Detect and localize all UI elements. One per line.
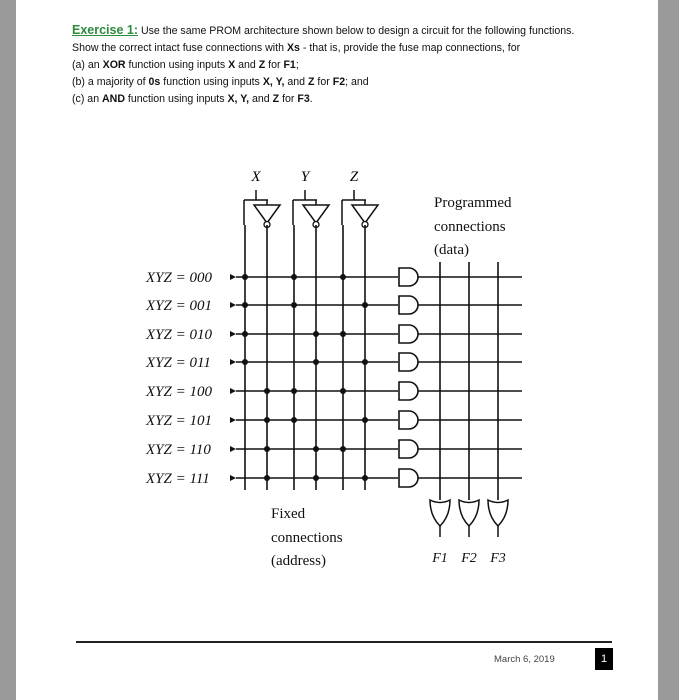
exercise-intro: Exercise 1: Use the same PROM architecture shown below to design a circuit for the following functions. Show the correct intact fuse connections with Xs - that is, provide the fuse map connections, for — [72, 23, 575, 54]
programmed-connections-label — [434, 195, 512, 258]
fixed-connection-dot — [242, 359, 248, 365]
and-gate — [399, 325, 418, 343]
fixed-connection-dot — [362, 359, 368, 365]
row-label: XYZ = 110 — [146, 442, 211, 458]
line-arrow — [230, 331, 236, 337]
and-gate — [399, 296, 418, 314]
fixed-connection-dot — [242, 331, 248, 337]
item-b: (b) a majority of 0s function using inputs X, Y, and Z for F2; and — [72, 76, 369, 88]
line-arrow — [230, 302, 236, 308]
and-gate — [399, 353, 418, 371]
footer-divider — [76, 641, 612, 643]
line-arrow — [230, 475, 236, 481]
svg-text:(data): (data) — [434, 242, 469, 258]
fixed-connection-dot — [264, 417, 270, 423]
fixed-connection-dot — [340, 446, 346, 452]
fixed-connections-label — [271, 506, 343, 569]
and-gate — [399, 268, 418, 286]
svg-text:Programmed: Programmed — [434, 195, 512, 211]
row-label: XYZ = 111 — [146, 471, 210, 487]
input-label-x: X — [251, 169, 261, 185]
row-label: XYZ = 101 — [146, 413, 212, 429]
fixed-connection-dot — [362, 475, 368, 481]
or-gate — [430, 500, 450, 526]
fixed-connection-dot — [264, 388, 270, 394]
row-label: XYZ = 010 — [146, 327, 212, 343]
fixed-connection-dot — [313, 331, 319, 337]
output-label-f2: F2 — [461, 551, 477, 566]
fixed-connection-dot — [291, 274, 297, 280]
output-label-f1: F1 — [432, 551, 448, 566]
fixed-connection-dot — [362, 417, 368, 423]
exercise-title: Exercise 1: — [72, 23, 139, 37]
fixed-connection-dot — [264, 475, 270, 481]
fixed-connection-dot — [313, 475, 319, 481]
fixed-connection-dot — [291, 302, 297, 308]
fixed-connection-dot — [313, 446, 319, 452]
fixed-connection-dot — [362, 302, 368, 308]
input-label-y: Y — [300, 169, 310, 185]
line-arrow — [230, 446, 236, 452]
fixed-connection-dot — [291, 417, 297, 423]
fixed-connection-dot — [264, 446, 270, 452]
or-gate — [488, 500, 508, 526]
input-inverters — [244, 190, 378, 228]
fixed-connection-dot — [340, 388, 346, 394]
inverter-triangle — [254, 205, 280, 223]
row-label: XYZ = 000 — [146, 270, 212, 286]
page-number: 1 — [595, 648, 613, 670]
output-label-f3: F3 — [490, 551, 506, 566]
fixed-connection-dot — [340, 274, 346, 280]
inverter-triangle — [352, 205, 378, 223]
item-c: (c) an AND function using inputs X, Y, and Z for F3. — [72, 93, 313, 105]
and-gate — [399, 469, 418, 487]
fixed-connection-dot — [291, 388, 297, 394]
fixed-connection-dot — [242, 302, 248, 308]
svg-text:Fixed: Fixed — [271, 506, 306, 522]
decoder-grid — [230, 225, 522, 537]
and-gate — [399, 382, 418, 400]
item-a: (a) an XOR function using inputs X and Z for F1; — [72, 59, 299, 71]
fixed-connection-dot — [340, 331, 346, 337]
row-label: XYZ = 100 — [146, 384, 212, 400]
input-label-z: Z — [349, 169, 359, 185]
line-arrow — [230, 388, 236, 394]
or-gate — [459, 500, 479, 526]
inverter-triangle — [303, 205, 329, 223]
and-gate — [399, 411, 418, 429]
line-arrow — [230, 359, 236, 365]
line-arrow — [230, 417, 236, 423]
svg-text:connections: connections — [434, 219, 506, 235]
fixed-connection-dot — [313, 359, 319, 365]
and-gate — [399, 440, 418, 458]
row-label: XYZ = 001 — [146, 298, 212, 314]
fixed-connection-dot — [242, 274, 248, 280]
row-labels — [145, 270, 212, 487]
footer-date: March 6, 2019 — [494, 654, 555, 665]
line-arrow — [230, 274, 236, 280]
svg-text:(address): (address) — [271, 553, 326, 569]
row-label: XYZ = 011 — [146, 355, 211, 371]
svg-text:connections: connections — [271, 530, 343, 546]
